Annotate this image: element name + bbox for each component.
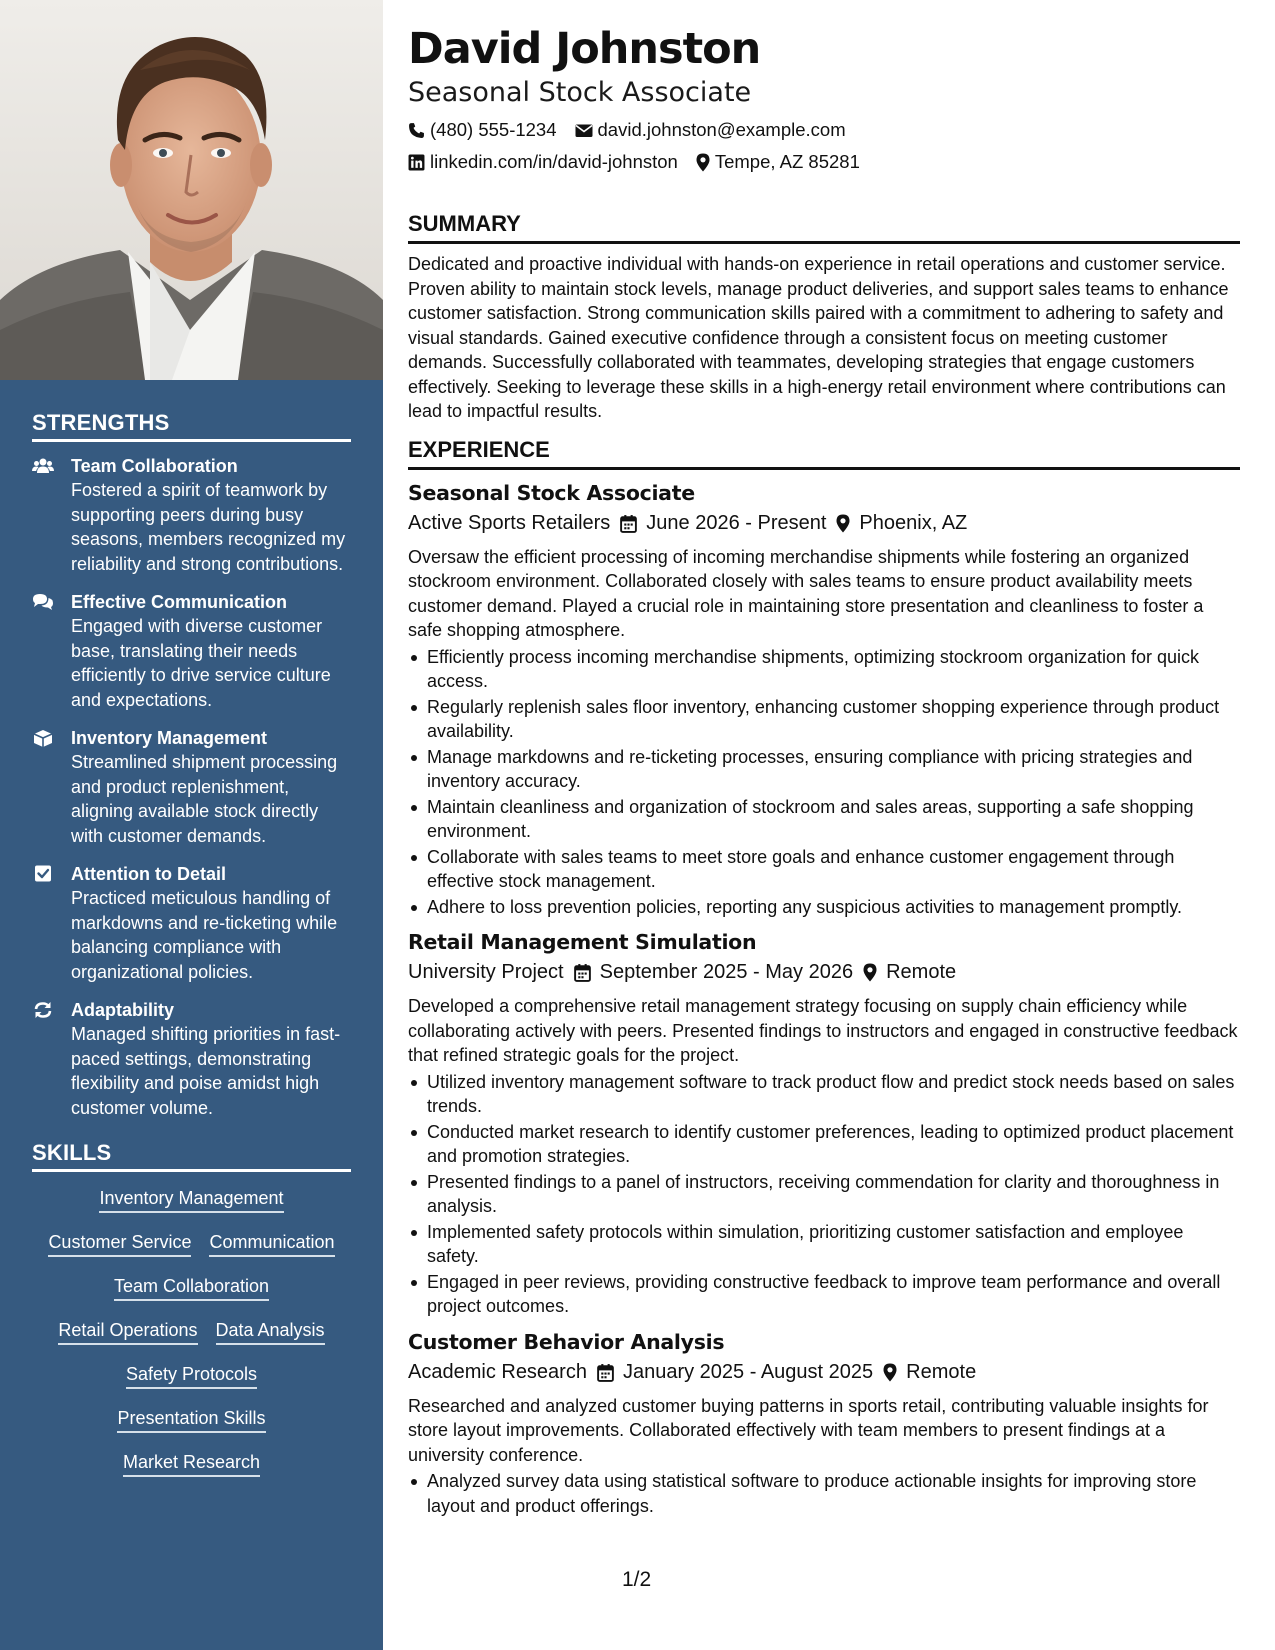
users-icon	[32, 456, 54, 476]
skill-tag: Retail Operations	[58, 1318, 197, 1345]
summary-text: Dedicated and proactive individual with hands-on experience in retail operations and customer service. Proven ability to maintain stock levels, manage product deliveries, and support sales teams to enhance customer satisfaction. Strong communication skills paired with a commitment to adhering to safety and visual standards. Gained executive confidence through a consistent focus on meeting customer demands. Successfully collaborated with teammates, developing strategies that engage customers effectively. Seeking to leverage these skills in a high-energy retail environment where contributions can lead to impactful results.	[408, 254, 1229, 421]
sidebar-content	[32, 410, 351, 1494]
job-title: Customer Behavior Analysis	[408, 1329, 725, 1354]
bullet-item: Adhere to loss prevention policies, reporting any suspicious activities to management promptly.	[408, 895, 1240, 920]
experience-section	[408, 436, 1240, 1519]
bullet-item: Manage markdowns and re-ticketing processes, ensuring compliance with pricing strategies and inventory accuracy.	[408, 745, 1240, 794]
map-pin-icon	[863, 963, 877, 982]
summary-section	[408, 210, 1240, 424]
location-text: Tempe, AZ 85281	[714, 151, 860, 172]
job-location-text: Phoenix, AZ	[859, 511, 968, 534]
job-location	[863, 957, 956, 988]
bullet-item: Maintain cleanliness and organization of stockroom and sales areas, supporting a safe shopping environment.	[408, 795, 1240, 844]
map-pin-icon	[836, 514, 850, 533]
strength-name: Team Collaboration	[71, 456, 238, 476]
map-pin-icon	[883, 1363, 897, 1382]
job-dates	[620, 508, 826, 539]
bullet-item: Utilized inventory management software to track product flow and predict stock needs based on sales trends.	[408, 1070, 1240, 1119]
summary-heading: SUMMARY	[408, 210, 1240, 244]
comments-icon	[32, 592, 54, 612]
job-company: Active Sports Retailers	[408, 511, 611, 534]
contact-phone[interactable]	[408, 114, 557, 146]
bullet-item: Analyzed survey data using statistical software to produce actionable insights for improving store layout and product offerings.	[408, 1469, 1240, 1518]
strength-item	[32, 998, 351, 1120]
bullet-item: Presented findings to a panel of instructors, receiving commendation for clarity and thoroughness in analysis.	[408, 1170, 1240, 1219]
candidate-name: David Johnston	[408, 24, 761, 74]
contact-linkedin[interactable]	[408, 146, 678, 178]
experience-heading: EXPERIENCE	[408, 436, 1240, 470]
job-company: University Project	[408, 961, 564, 983]
strength-description: Streamlined shipment processing and product replenishment, aligning available stock directly with customer demands.	[71, 752, 338, 846]
bullet-item: Regularly replenish sales floor inventory, enhancing customer shopping experience through product availability.	[408, 695, 1240, 744]
job-bullets	[408, 1469, 1240, 1518]
skill-tag: Safety Protocols	[126, 1362, 257, 1389]
job-meta	[408, 1357, 1240, 1388]
portrait-image	[0, 0, 383, 380]
bullet-item: Engaged in peer reviews, providing constructive feedback to improve team performance and overall project outcomes.	[408, 1270, 1240, 1319]
linkedin-text: linkedin.com/in/david-johnston	[430, 151, 678, 172]
skills-heading: SKILLS	[32, 1140, 351, 1172]
contact-row	[408, 114, 1240, 146]
calendar-icon	[574, 963, 591, 982]
job-company: Academic Research	[408, 1360, 587, 1383]
job-bullets	[408, 645, 1240, 920]
calendar-icon	[620, 514, 637, 533]
strength-name: Inventory Management	[71, 728, 268, 748]
job-dates	[597, 1357, 873, 1388]
bullet-item: Efficiently process incoming merchandise shipments, optimizing stockroom organization for quick access.	[408, 645, 1240, 694]
strength-description: Fostered a spirit of teamwork by supporting peers during busy seasons, members recognized my reliability and strong contributions.	[71, 480, 346, 574]
bullet-item: Implemented safety protocols within simulation, prioritizing customer satisfaction and employee safety.	[408, 1220, 1240, 1269]
skill-tag: Communication	[209, 1230, 334, 1257]
job-meta	[408, 508, 1240, 539]
job-dates-text: January 2025 - August 2025	[622, 1360, 874, 1383]
strength-item	[32, 862, 351, 984]
contact-email[interactable]	[575, 114, 846, 146]
strength-name: Effective Communication	[71, 592, 288, 612]
phone-icon	[408, 122, 425, 139]
skill-row	[32, 1362, 351, 1389]
main-content	[408, 22, 1240, 1526]
job-description: Developed a comprehensive retail management strategy focusing on supply chain efficiency while collaborating actively with peers. Presented findings to instructors and engaged in constructive feedback that refined strategic goals for the project.	[408, 996, 1238, 1065]
boxes-icon	[32, 728, 54, 748]
bullet-item: Collaborate with sales teams to meet store goals and enhance customer engagement through effective stock management.	[408, 845, 1240, 894]
candidate-title: Seasonal Stock Associate	[408, 77, 752, 108]
job-entry	[408, 927, 1240, 1319]
job-bullets	[408, 1070, 1240, 1319]
profile-photo	[0, 0, 383, 380]
strength-name: Adaptability	[71, 1000, 175, 1020]
job-location-text: Remote	[886, 961, 957, 983]
strength-description: Practiced meticulous handling of markdowns and re-ticketing while balancing compliance with organizational policies.	[71, 888, 338, 982]
page-number-text: 1/2	[622, 1568, 652, 1591]
skill-row	[32, 1274, 351, 1301]
email-text: david.johnston@example.com	[597, 119, 846, 140]
job-description: Oversaw the efficient processing of incoming merchandise shipments while fostering an organized stockroom environment. Collaborated closely with sales teams to ensure product availability meets customer demand. Played a crucial role in maintaining store presentation and cleanliness to foster a safe shopping atmosphere.	[408, 546, 1204, 640]
linkedin-icon	[408, 154, 425, 171]
job-location-text: Remote	[906, 1360, 977, 1383]
job-location	[836, 508, 967, 539]
job-entry	[408, 1327, 1240, 1519]
skill-tag: Data Analysis	[216, 1318, 325, 1345]
bullet-item: Conducted market research to identify customer preferences, leading to optimized product placement and promotion strategies.	[408, 1120, 1240, 1169]
check-square-icon	[32, 864, 54, 884]
strength-description: Managed shifting priorities in fast-paced settings, demonstrating flexibility and poise amidst high customer volume.	[71, 1024, 341, 1118]
job-title: Seasonal Stock Associate	[408, 480, 695, 505]
strength-item	[32, 454, 351, 576]
job-dates-text: June 2026 - Present	[646, 511, 827, 534]
skill-row	[32, 1406, 351, 1433]
phone-text: (480) 555-1234	[430, 119, 557, 140]
skill-tag: Presentation Skills	[117, 1406, 265, 1433]
skill-row	[32, 1450, 351, 1477]
map-pin-icon	[696, 153, 710, 172]
skill-tag: Inventory Management	[99, 1186, 283, 1213]
strengths-heading: STRENGTHS	[32, 410, 351, 442]
strength-description: Engaged with diverse customer base, translating their needs efficiently to drive service culture and expectations.	[71, 616, 331, 710]
job-description: Researched and analyzed customer buying patterns in sports retail, contributing valuable insights for store layout improvements. Collaborated effectively with team members to present findings at a university conference.	[408, 1395, 1209, 1465]
envelope-icon	[575, 123, 593, 138]
skill-row	[32, 1318, 351, 1345]
contact-location	[696, 146, 860, 178]
contact-row	[408, 146, 1240, 178]
sidebar	[0, 0, 383, 1650]
job-title: Retail Management Simulation	[408, 930, 757, 954]
job-meta	[408, 957, 1240, 988]
strength-item	[32, 726, 351, 848]
calendar-icon	[597, 1363, 614, 1382]
skill-tag: Team Collaboration	[114, 1274, 269, 1301]
strength-name: Attention to Detail	[71, 864, 226, 884]
strength-item	[32, 590, 351, 712]
sync-icon	[32, 1000, 54, 1020]
job-location	[883, 1357, 976, 1388]
skill-row	[32, 1230, 351, 1257]
job-entry	[408, 478, 1240, 920]
skill-tag: Customer Service	[48, 1230, 191, 1257]
skill-tag: Market Research	[123, 1450, 260, 1477]
skill-row	[32, 1186, 351, 1213]
job-dates-text: September 2025 - May 2026	[599, 961, 854, 983]
job-dates	[574, 957, 854, 988]
